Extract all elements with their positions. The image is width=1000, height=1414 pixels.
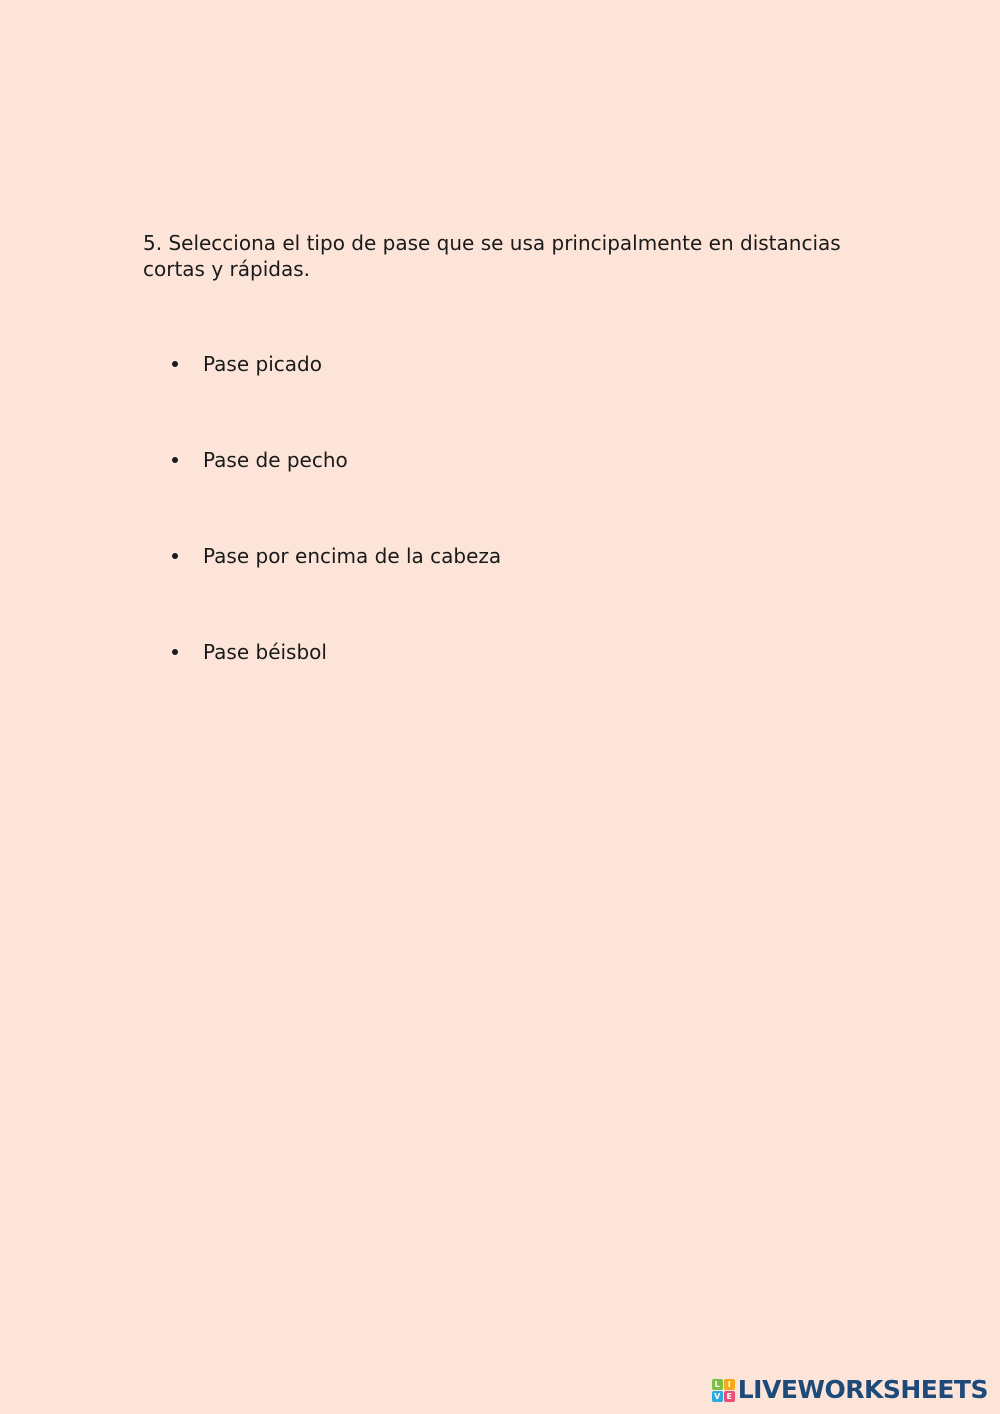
question-text: 5. Selecciona el tipo de pase que se usa principalmente en distancias cortas y rápidas. xyxy=(143,231,841,281)
answer-option-label: Pase por encima de la cabeza xyxy=(203,544,502,568)
bullet-icon xyxy=(172,649,178,655)
bullet-icon xyxy=(172,361,178,367)
bullet-icon xyxy=(172,457,178,463)
liveworksheets-logo xyxy=(712,1376,988,1404)
answer-option[interactable] xyxy=(172,542,501,570)
answer-option[interactable] xyxy=(172,638,327,666)
brand-name: LIVEWORKSHEETS xyxy=(737,1375,988,1404)
liveworksheets-logo-icon: L I V E xyxy=(712,1379,735,1402)
answer-option-label: Pase picado xyxy=(203,352,322,376)
answer-option[interactable] xyxy=(172,446,348,474)
bullet-icon xyxy=(172,553,178,559)
answer-option-label: Pase béisbol xyxy=(203,640,327,664)
answer-option[interactable] xyxy=(172,350,322,378)
answer-option-label: Pase de pecho xyxy=(203,448,348,472)
